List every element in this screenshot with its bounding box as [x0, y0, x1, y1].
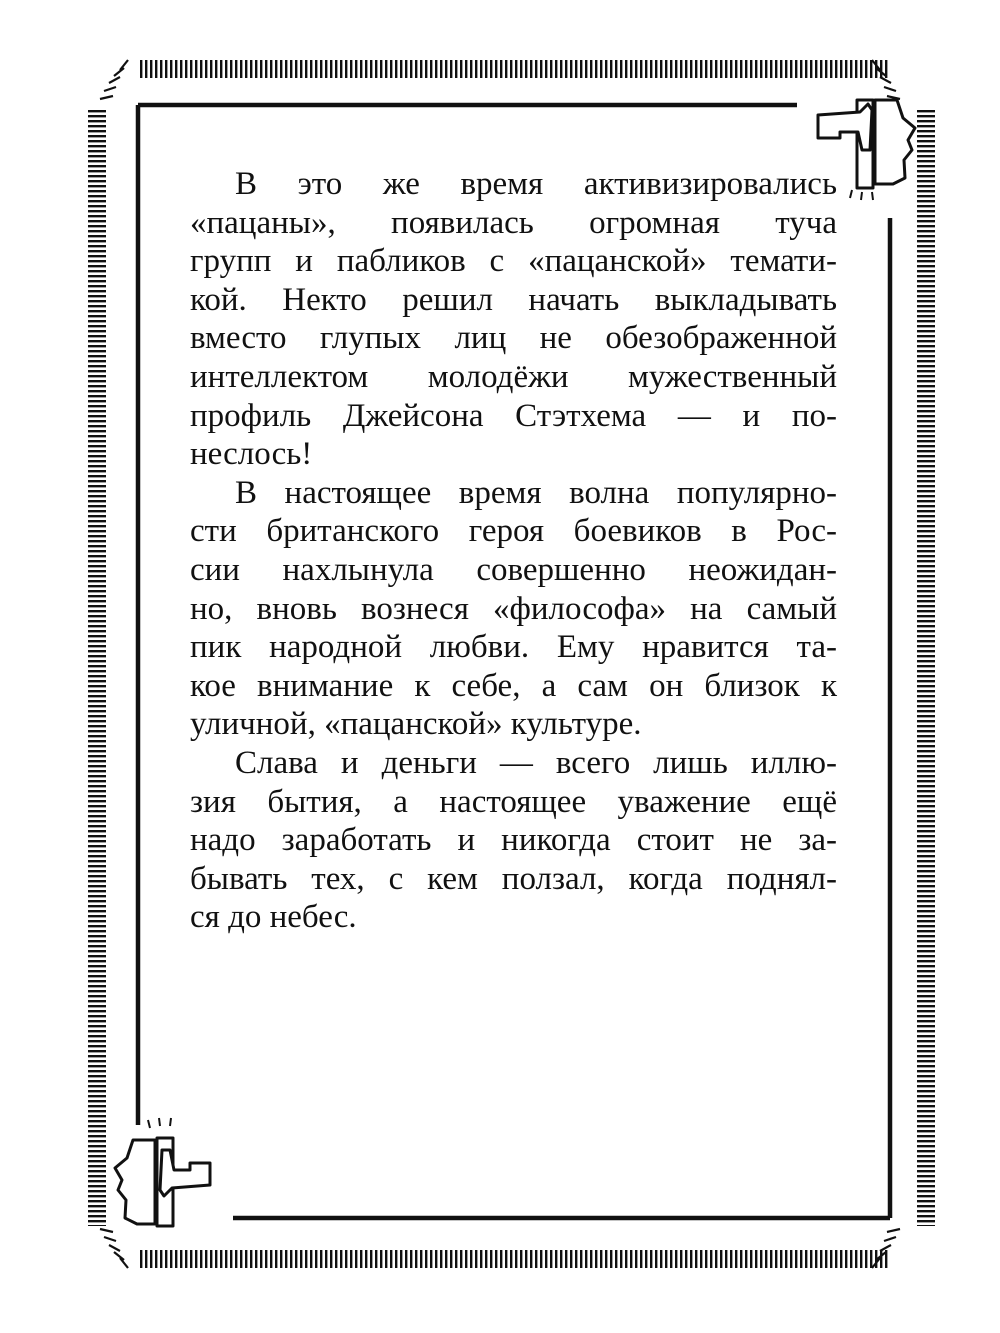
- paragraph-1: [190, 165, 837, 474]
- text-line: групп и пабликов с «пацанской» темати-: [190, 243, 837, 280]
- text-line: «пацаны», появилась огромная туча: [190, 204, 837, 241]
- text-line: В настоящее время волна популярно-: [235, 474, 837, 511]
- text-line: вместо глупых лиц не обезображенной: [190, 320, 837, 357]
- text-line: В это же время активизировались: [235, 166, 837, 202]
- text-line: неслось!: [190, 436, 313, 473]
- text-line: интеллектом молодёжи мужественный: [190, 358, 837, 395]
- text-line: уличной, «пацанской» культуре.: [190, 706, 642, 743]
- text-line: зия бытия, а настоящее уважение ещё: [190, 783, 837, 820]
- bottom-left-ornament-icon: [115, 1118, 210, 1226]
- article-body: [190, 165, 837, 937]
- text-line: пик народной любви. Ему нравится та-: [190, 629, 837, 666]
- text-line: сти британского героя боевиков в Рос-: [190, 513, 837, 550]
- text-line: ся до небес.: [190, 899, 357, 936]
- text-line: кое внимание к себе, а сам он близок к: [190, 667, 837, 704]
- text-line: но, вновь вознеся «философа» на самый: [190, 590, 837, 627]
- paragraph-3: [190, 744, 837, 937]
- paragraph-2: [190, 474, 837, 744]
- text-line: кой. Некто решил начать выкладывать: [190, 281, 837, 318]
- text-line: сии нахлынула совершенно неожидан-: [190, 551, 837, 588]
- text-line: надо заработать и никогда стоит не за-: [190, 822, 837, 859]
- text-line: профиль Джейсона Стэтхема — и по-: [190, 397, 837, 434]
- text-line: Слава и деньги — всего лишь иллю-: [235, 744, 837, 781]
- text-line: бывать тех, с кем ползал, когда поднял-: [190, 860, 837, 897]
